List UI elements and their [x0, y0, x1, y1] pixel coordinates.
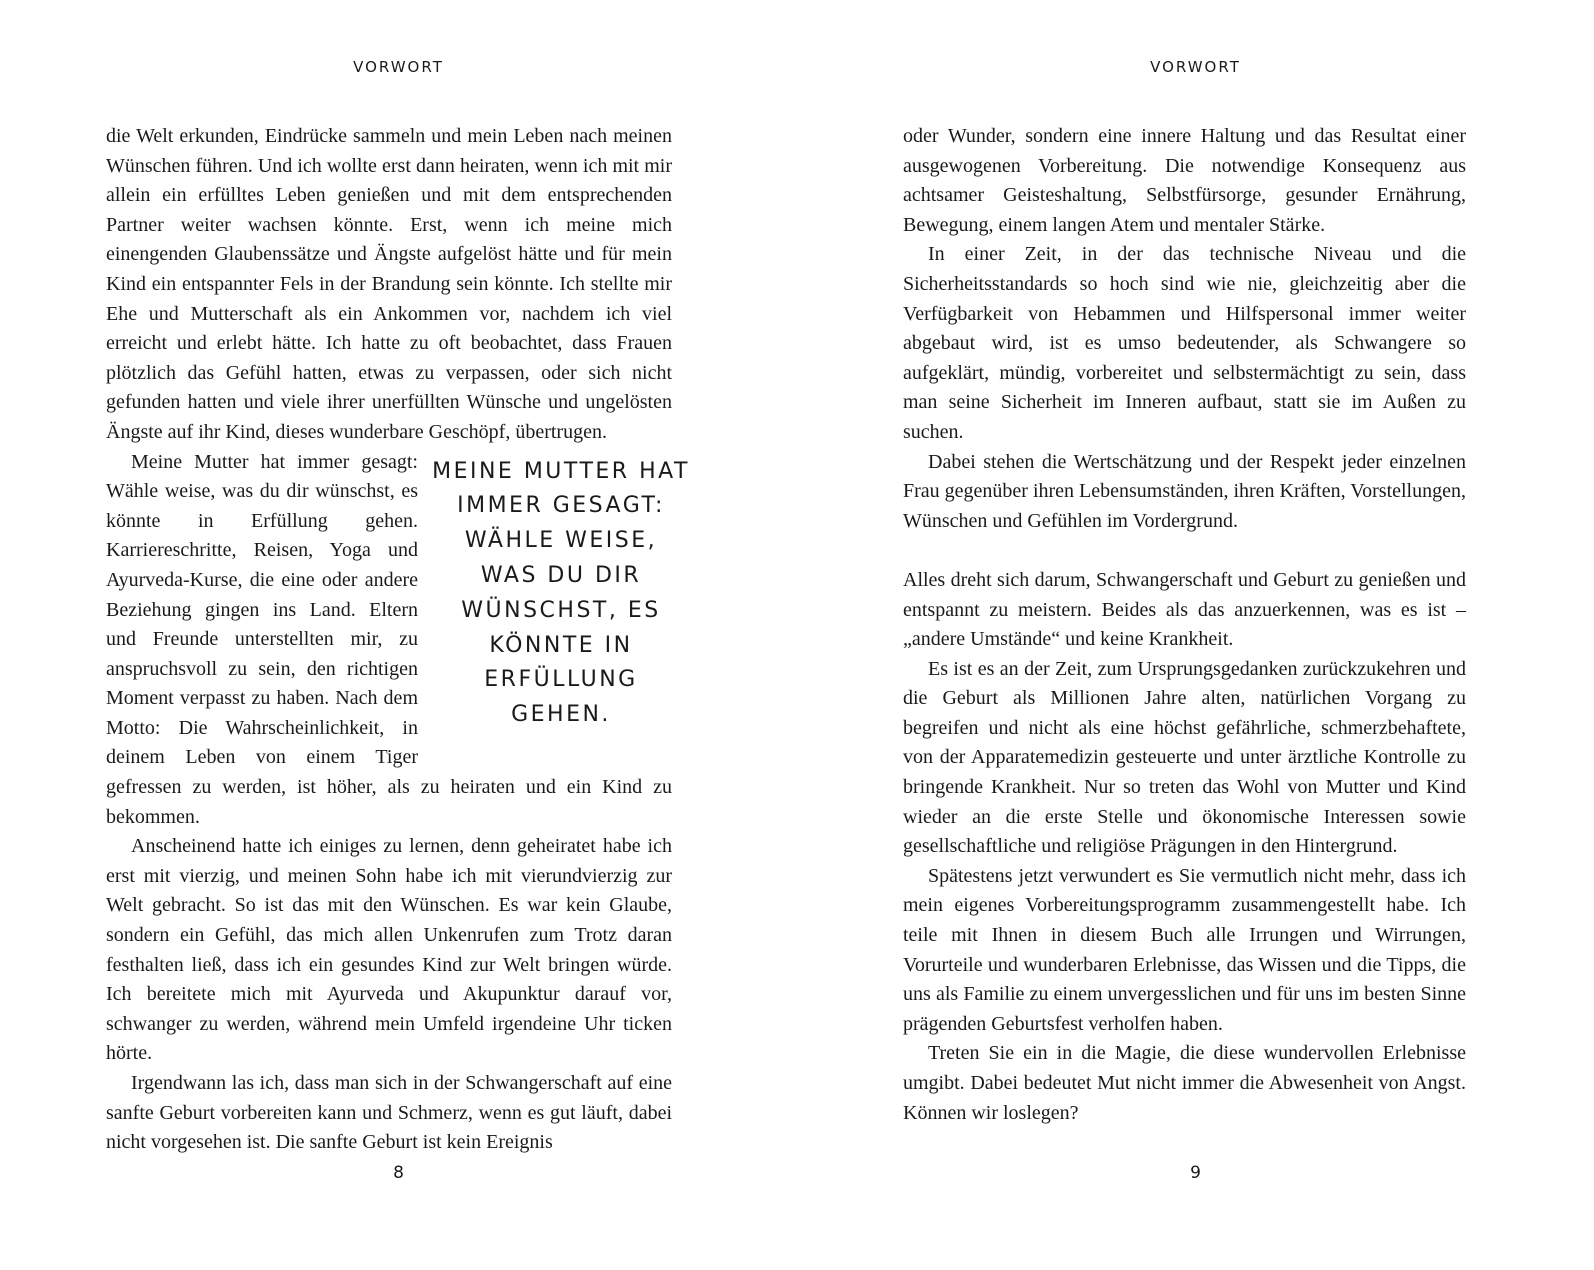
paragraph: Meine Mutter hat immer gesagt: Wähle weise, was du dir wünschst, es könnte in Erfüllung gehen. Karriereschritte, Reisen, Yoga und Ayurveda-Kurse, die eine oder andere Beziehung gingen ins Land. Eltern und Freunde unterstellten mir, zu anspruchsvoll zu sein, den richtigen Moment verpasst zu haben. Nach dem Motto: Die Wahrscheinlichkeit, in deinem Leben von einem Tiger gefressen zu werden, ist höher, als zu heiraten und ein Kind zu bekommen. [106, 450, 672, 828]
paragraph: Anscheinend hatte ich einiges zu lernen, denn geheiratet habe ich erst mit vierzig, und meinen Sohn habe ich mit vierundvierzig zur Welt gebracht. So ist das mit den Wünschen. Es war kein Glaube, sondern ein Gefühl, das mich allen Unkenrufen zum Trotz daran festhalten ließ, dass ich ein gesundes Kind zur Welt bringen würde. Ich bereitete mich mit Ayurveda und Akupunktur darauf vor, schwanger zu werden, während mein Umfeld irgendeine Uhr ticken hörte. [106, 835, 672, 1065]
paragraph: die Welt erkunden, Eindrücke sammeln und mein Leben nach meinen Wünschen führen. Und ich wollte erst dann heiraten, wenn ich mit mir allein ein erfülltes Leben genießen und mit dem entsprechenden Partner weiter wachsen könnte. Erst, wenn ich meine mich einengenden Glaubenssätze und Ängste aufgelöst hätte und für mein Kind ein entspannter Fels in der Brandung sein könnte. Ich stellte mir Ehe und Mutterschaft als ein Ankommen vor, nachdem ich viel erreicht und erlebt hätte. Ich hatte zu oft beobachtet, dass Frauen plötzlich das Gefühl hatten, etwas zu verpassen, oder sich nicht gefunden hatten und viele ihrer unerfüllten Wünsche und ungelösten Ängste auf ihr Kind, dieses wunderbare Geschöpf, übertrugen. [106, 125, 672, 443]
paragraph: In einer Zeit, in der das technische Niveau und die Sicherheitsstandards so hoch sind wie nie, gleichzeitig aber die Verfügbarkeit von Hebammen und Hilfspersonal immer weiter abgebaut wird, ist es umso bedeutender, als Schwangere so aufgeklärt, mündig, vorbereitet und selbstermächtigt zu sein, dass man seine Sicherheit im Inneren aufbaut, statt sie im Außen zu suchen. [903, 243, 1466, 443]
left-text-column [106, 122, 690, 1158]
paragraph: Es ist es an der Zeit, zum Ursprungsgedanken zurückzukehren und die Geburt als Millionen Jahre alten, natürlichen Vorgang zu begreifen und nicht als eine höchst gefährliche, schmerzbehaftete, von der Apparatemedizin gesteuerte und unter ärztliche Kontrolle zu bringende Krankheit. Nur so treten das Wohl von Mutter und Kind wieder an die erste Stelle und ökonomische Interessen sowie gesellschaftliche und religiöse Prägungen in den Hintergrund. [903, 657, 1466, 858]
pull-quote: MEINE MUTTER HAT IMMER GESAGT: WÄHLE WEISE, WAS DU DIR WÜNSCHST, ES KÖNNTE IN ERFÜLLUNG GEHEN. [432, 458, 690, 728]
paragraph: Alles dreht sich darum, Schwangerschaft und Geburt zu genießen und entspannt zu meistern. Beides als das anzuerkennen, was es ist – „andere Umstände“ und keine Krankheit. [903, 568, 1466, 651]
paragraph: Irgendwann las ich, dass man sich in der Schwangerschaft auf eine sanfte Geburt vorbereiten kann und Schmerz, wenn es gut läuft, dabei nicht vorgesehen ist. Die sanfte Geburt ist kein Ereignis [106, 1072, 672, 1154]
paragraph: Treten Sie ein in die Magie, die diese wundervollen Erlebnisse umgibt. Dabei bedeutet Mut nicht immer die Abwesenheit von Angst. Können wir loslegen? [903, 1042, 1466, 1124]
right-page [797, 0, 1594, 1270]
running-head-left: VORWORT [353, 58, 444, 76]
page-number-left: 8 [393, 1163, 404, 1183]
page-number-right: 9 [1190, 1163, 1201, 1183]
running-head-right: VORWORT [1150, 58, 1241, 76]
right-text-column [903, 122, 1466, 1128]
paragraph: Dabei stehen die Wertschätzung und der Respekt jeder einzelnen Frau gegenüber ihren Lebensumständen, ihren Kräften, Vorstellungen, Wünschen und Gefühlen im Vordergrund. [903, 450, 1466, 532]
paragraph: oder Wunder, sondern eine innere Haltung und das Resultat einer ausgewogenen Vorbereitung. Die notwendige Konsequenz aus achtsamer Geisteshaltung, Selbstfürsorge, gesunder Ernährung, Bewegung, einem langen Atem und mentaler Stärke. [903, 125, 1466, 236]
paragraph: Spätestens jetzt verwundert es Sie vermutlich nicht mehr, dass ich mein eigenes Vorbereitungsprogramm zusammengestellt habe. Ich teile mit Ihnen in diesem Buch alle Irrungen und Wirrungen, Vorurteile und wunderbaren Erlebnisse, das Wissen und die Tipps, die uns als Familie zu einem unvergesslichen und für uns im besten Sinne prägenden Geburtsfest verholfen haben. [903, 864, 1466, 1035]
